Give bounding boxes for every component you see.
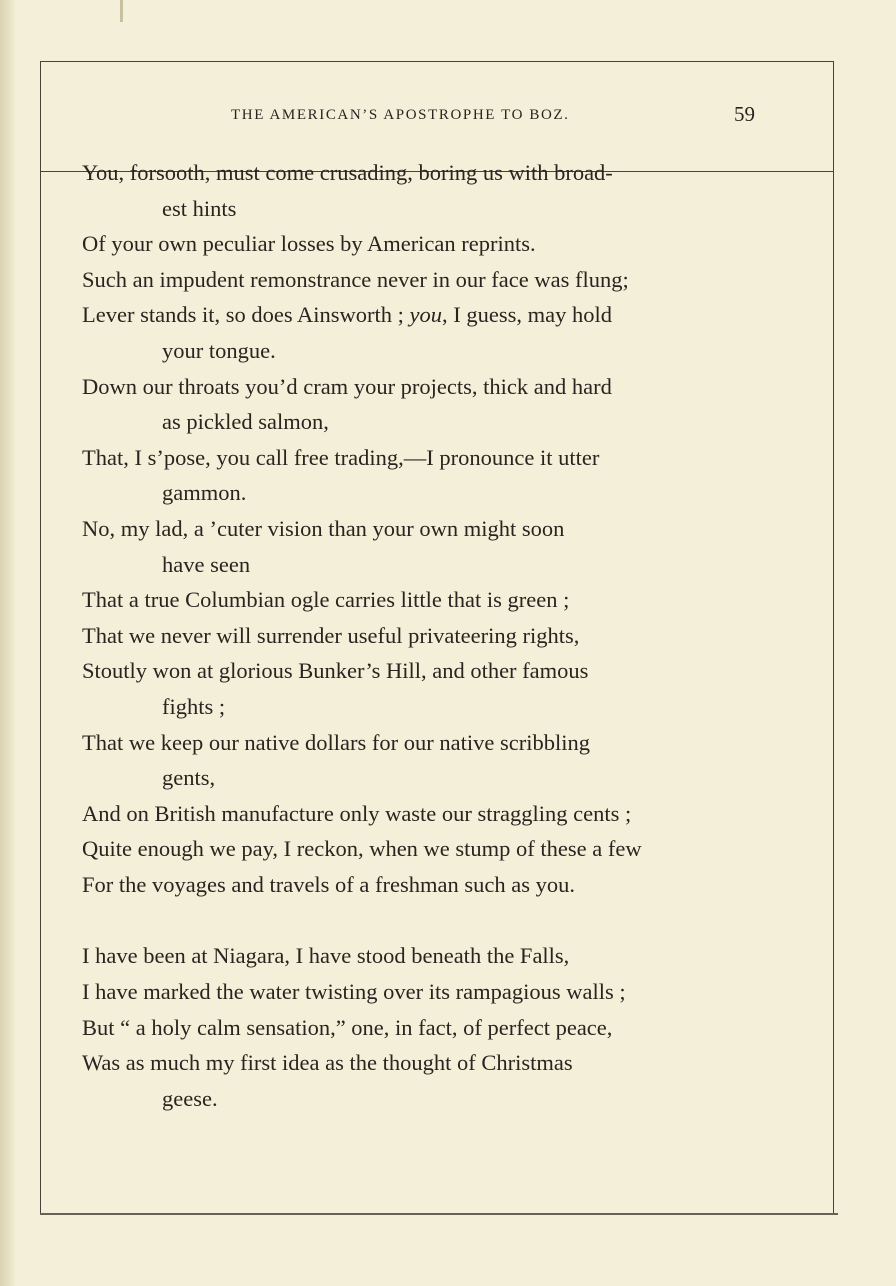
poem-line: But “ a holy calm sensation,” one, in fact, of perfect peace, (82, 1014, 613, 1040)
poem-line: Such an impudent remonstrance never in our face was flung; (82, 266, 629, 292)
poem-line-continuation: gents, (162, 765, 216, 791)
stanza (82, 938, 722, 1116)
page-number: 59 (734, 102, 755, 126)
poem-line-continuation: have seen (162, 551, 251, 577)
poem-line-continuation: gammon. (162, 480, 247, 506)
page-spine-shadow (0, 0, 16, 1286)
running-head: THE AMERICAN’S APOSTROPHE TO BOZ. (231, 107, 570, 123)
poem-line: No, my lad, a ’cuter vision than your own might soon (82, 515, 565, 541)
poem-line: I have marked the water twisting over its rampagious walls ; (82, 979, 626, 1005)
poem-line-continuation: est hints (162, 195, 237, 221)
poem-line: That we keep our native dollars for our native scribbling (82, 729, 590, 755)
poem-line: Down our throats you’d cram your projects, thick and hard (82, 373, 612, 399)
poem-line: That a true Columbian ogle carries little that is green ; (82, 587, 570, 613)
poem-line: Quite enough we pay, I reckon, when we stump of these a few (82, 836, 642, 862)
poem-line: That, I s’pose, you call free trading,—I pronounce it utter (82, 444, 600, 470)
poem-line-continuation: fights ; (162, 693, 226, 719)
poem-line: And on British manufacture only waste our straggling cents ; (82, 800, 632, 826)
poem-line: I have been at Niagara, I have stood beneath the Falls, (82, 943, 570, 969)
poem-line: You, forsooth, must come crusading, boring us with broad- (82, 160, 613, 185)
poem-line-continuation: your tongue. (162, 337, 276, 363)
poem-line: Was as much my first idea as the thought of Christmas (82, 1050, 573, 1076)
poem-body (82, 155, 722, 1116)
poem-line-continuation: as pickled salmon, (162, 409, 329, 435)
poem-line: Lever stands it, so does Ainsworth ; you, I guess, may hold (82, 302, 612, 328)
poem-line: That we never will surrender useful privateering rights, (82, 622, 580, 648)
poem-line: Stoutly won at glorious Bunker’s Hill, and other famous (82, 658, 589, 684)
poem-line: Of your own peculiar losses by American reprints. (82, 231, 536, 257)
poem-line-continuation: geese. (162, 1085, 218, 1111)
page-edge-mark (120, 0, 123, 22)
poem-line: For the voyages and travels of a freshman such as you. (82, 871, 575, 897)
stanza-break (82, 902, 722, 938)
stanza (82, 155, 722, 902)
frame-bottom-rule (40, 1213, 838, 1215)
